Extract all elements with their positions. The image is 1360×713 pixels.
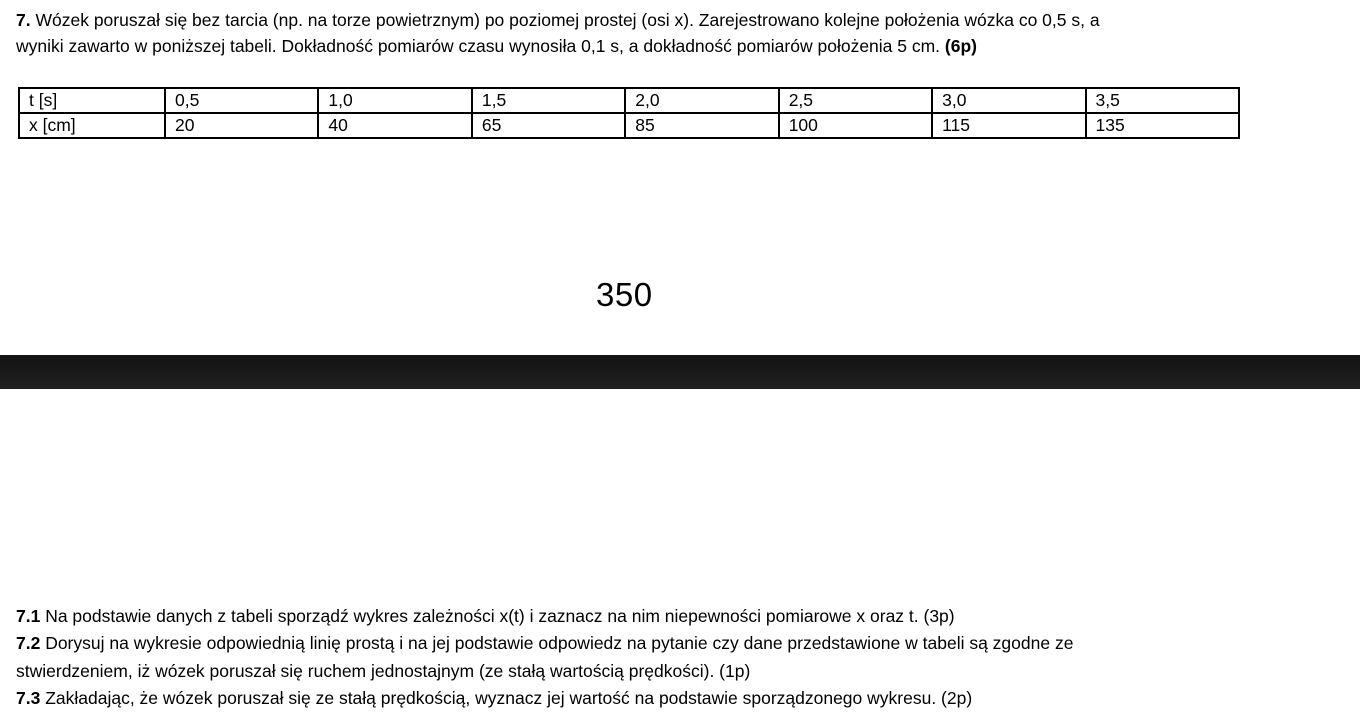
question-7-3 [16, 685, 1073, 712]
question-7-2-line-2 [16, 658, 1073, 685]
question-7-3-number: 7.3 [16, 688, 41, 709]
time-value: 0,5 [165, 88, 318, 113]
row-label-position: x [cm] [19, 113, 165, 138]
time-value: 2,5 [779, 88, 932, 113]
sub-questions [16, 603, 1073, 713]
problem-number: 7. [16, 10, 31, 30]
table-row-time [19, 88, 1239, 113]
time-value: 3,5 [1086, 88, 1239, 113]
time-value: 1,0 [318, 88, 471, 113]
position-value: 20 [165, 113, 318, 138]
problem-points: (6p) [944, 36, 977, 56]
time-value: 1,5 [472, 88, 625, 113]
position-value: 65 [472, 113, 625, 138]
problem-statement [16, 7, 1100, 59]
time-value: 3,0 [932, 88, 1085, 113]
problem-text-1: Wózek poruszał się bez tarcia (np. na torze powietrznym) po poziomej prostej (osi x). Zarejestrowano kolejne położenia wózka co 0,5 s, a [30, 10, 1100, 30]
problem-statement-line-2 [16, 33, 1100, 59]
time-value: 2,0 [625, 88, 778, 113]
position-value: 85 [625, 113, 778, 138]
question-7-2-line-1 [16, 630, 1073, 657]
row-label-time: t [s] [19, 88, 165, 113]
problem-statement-line-1 [16, 7, 1100, 33]
question-7-2-number: 7.2 [16, 633, 41, 654]
dark-horizontal-bar [0, 355, 1360, 389]
position-value: 135 [1086, 113, 1239, 138]
question-7-2-text-1: Dorysuj na wykresie odpowiednią linię prostą i na jej podstawie odpowiedz na pytanie czy dane przedstawione w tabeli są zgodne ze [40, 633, 1074, 654]
question-7-3-text: Zakładając, że wózek poruszał się ze stałą prędkością, wyznacz jej wartość na podstawie sporządzonego wykresu. (2p) [40, 688, 973, 709]
position-value: 115 [932, 113, 1085, 138]
measurement-table [18, 87, 1240, 139]
problem-text-2: wyniki zawarto w poniższej tabeli. Dokładność pomiarów czasu wynosiła 0,1 s, a dokładność pomiarów położenia 5 cm. [16, 36, 945, 56]
question-7-2-text-2: stwierdzeniem, iż wózek poruszał się ruchem jednostajnym (ze stałą wartością prędkości). (1p) [16, 660, 751, 681]
question-7-1-number: 7.1 [16, 606, 41, 626]
question-7-1 [16, 603, 1073, 630]
chart-axis-label-350: 350 [596, 276, 653, 313]
position-value: 40 [318, 113, 471, 138]
table-row-position [19, 113, 1239, 138]
position-value: 100 [779, 113, 932, 138]
question-7-1-text: Na podstawie danych z tabeli sporządź wykres zależności x(t) i zaznacz na nim niepewności pomiarowe x oraz t. (3p) [40, 606, 955, 626]
